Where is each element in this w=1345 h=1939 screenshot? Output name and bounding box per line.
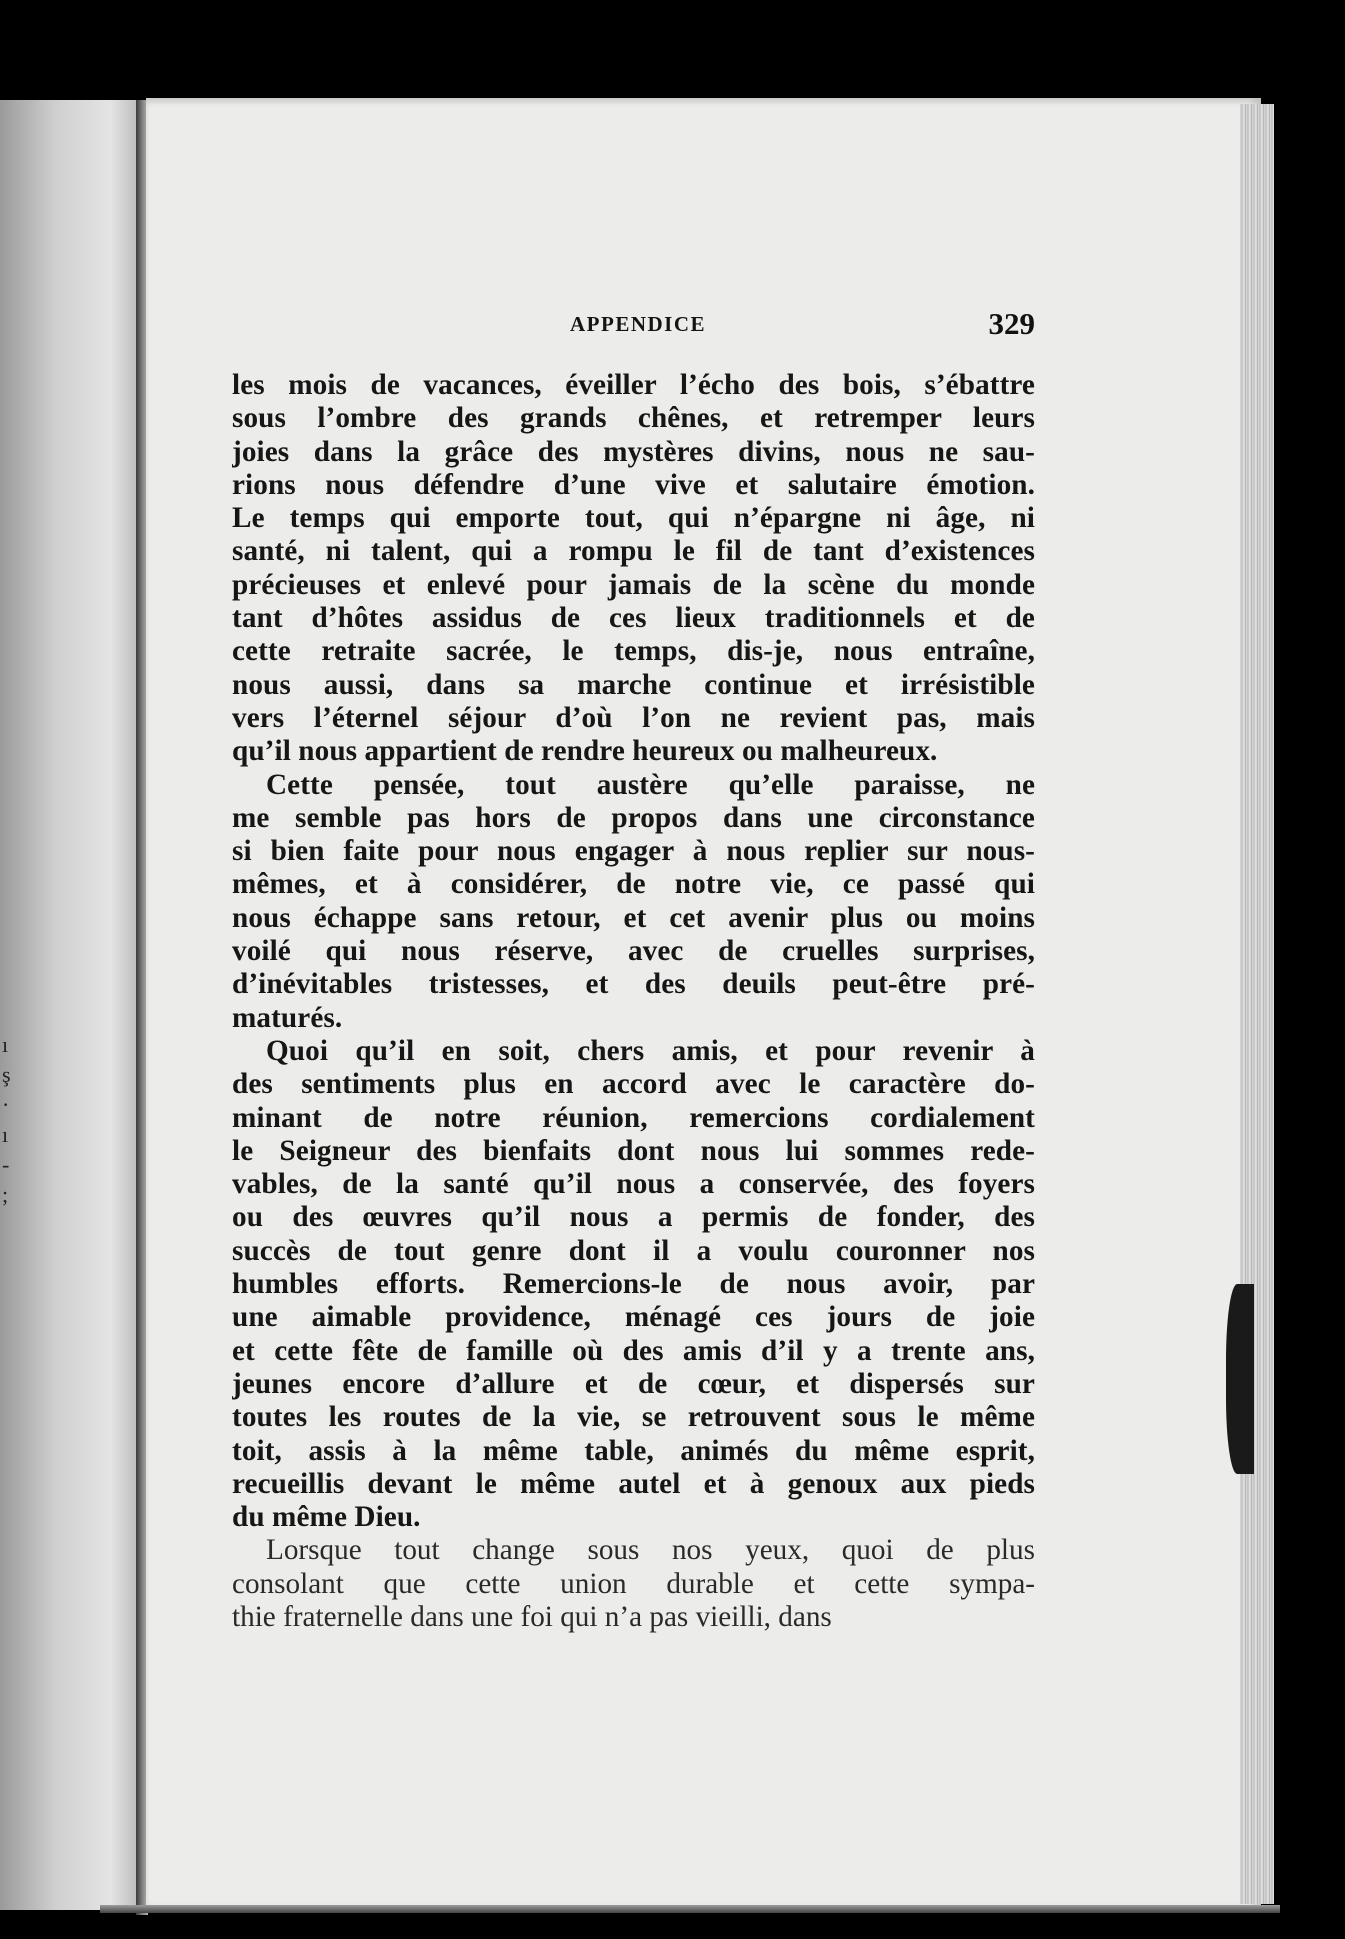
text-line: une aimable providence, ménagé ces jours de joie xyxy=(232,1301,1035,1334)
text-line: du même Dieu. xyxy=(232,1501,421,1534)
text-line: le Seigneur des bienfaits dont nous lui sommes rede- xyxy=(232,1134,1035,1167)
text-line: recueillis devant le même autel et à genoux aux pieds xyxy=(232,1467,1035,1500)
text-line: nous aussi, dans sa marche continue et irrésistible xyxy=(232,668,1035,701)
text-line: minant de notre réunion, remercions cordialement xyxy=(232,1101,1035,1134)
text-line: d’inévitables tristesses, et des deuils peut-être pré- xyxy=(232,968,1035,1001)
text-line: toit, assis à la même table, animés du même esprit, xyxy=(232,1434,1035,1467)
text-line: nous échappe sans retour, et cet avenir plus ou moins xyxy=(232,901,1035,934)
text-line: qu’il nous appartient de rendre heureux ou malheureux. xyxy=(232,735,938,768)
text-line: Lorsque tout change sous nos yeux, quoi de plus xyxy=(266,1534,1035,1567)
text-line: consolant que cette union durable et cette sympa- xyxy=(232,1567,1035,1600)
text-line: me semble pas hors de propos dans une circonstance xyxy=(232,801,1035,834)
text-line: si bien faite pour nous engager à nous replier sur nous- xyxy=(232,835,1035,868)
text-line: voilé qui nous réserve, avec de cruelles surprises, xyxy=(232,935,1035,968)
text-line: joies dans la grâce des mystères divins, nous ne sau- xyxy=(232,435,1035,468)
text-line: les mois de vacances, éveiller l’écho des bois, s’ébattre xyxy=(232,369,1035,401)
text-line: rions nous défendre d’une vive et salutaire émotion. xyxy=(232,468,1035,501)
text-line: maturés. xyxy=(232,1001,343,1034)
text-line: et cette fête de famille où des amis d’il y a trente ans, xyxy=(232,1334,1035,1367)
page-bottom-edge xyxy=(100,1905,1280,1913)
page-edges-stack xyxy=(1240,104,1274,1904)
text-line: succès de tout genre dont il a voulu couronner nos xyxy=(232,1234,1035,1267)
text-line: Le temps qui emporte tout, qui n’épargne ni âge, ni xyxy=(232,502,1035,535)
text-line: Quoi qu’il en soit, chers amis, et pour revenir à xyxy=(266,1034,1035,1067)
text-line: mêmes, et à considérer, de notre vie, ce passé qui xyxy=(232,868,1035,901)
paragraph xyxy=(232,769,1035,1035)
text-line: humbles efforts. Remercions-le de nous avoir, par xyxy=(232,1268,1035,1301)
text-line: Cette pensée, tout austère qu’elle paraisse, ne xyxy=(266,768,1035,801)
text-line: vables, de la santé qu’il nous a conservée, des foyers xyxy=(232,1168,1035,1201)
paragraph xyxy=(232,1035,1035,1534)
text-line: précieuses et enlevé pour jamais de la scène du monde xyxy=(232,568,1035,601)
text-line: thie fraternelle dans une foi qui n’a pas vieilli, dans xyxy=(232,1600,832,1633)
page-clip xyxy=(1226,1284,1254,1474)
text-line: jeunes encore d’allure et de cœur, et dispersés sur xyxy=(232,1367,1035,1400)
paragraph xyxy=(232,369,1035,769)
text-line: des sentiments plus en accord avec le caractère do- xyxy=(232,1068,1035,1101)
previous-page-edge xyxy=(0,100,138,1910)
paragraph xyxy=(232,1534,1035,1634)
page-number: 329 xyxy=(988,306,1035,341)
previous-page-text-fragments: ı ş · ı - ; xyxy=(2,1032,11,1207)
text-line: ou des œuvres qu’il nous a permis de fonder, des xyxy=(232,1201,1035,1234)
text-line: tant d’hôtes assidus de ces lieux traditionnels et de xyxy=(232,602,1035,635)
text-line: toutes les routes de la vie, se retrouvent sous le même xyxy=(232,1401,1035,1434)
text-line: santé, ni talent, qui a rompu le fil de tant d’existences xyxy=(232,535,1035,568)
running-head xyxy=(240,306,1035,346)
running-head-title: APPENDICE xyxy=(570,312,707,336)
body-text xyxy=(232,369,1035,1634)
text-line: cette retraite sacrée, le temps, dis-je, nous entraîne, xyxy=(232,635,1035,668)
text-line: vers l’éternel séjour d’où l’on ne revient pas, mais xyxy=(232,701,1035,734)
text-line: sous l’ombre des grands chênes, et retremper leurs xyxy=(232,402,1035,435)
